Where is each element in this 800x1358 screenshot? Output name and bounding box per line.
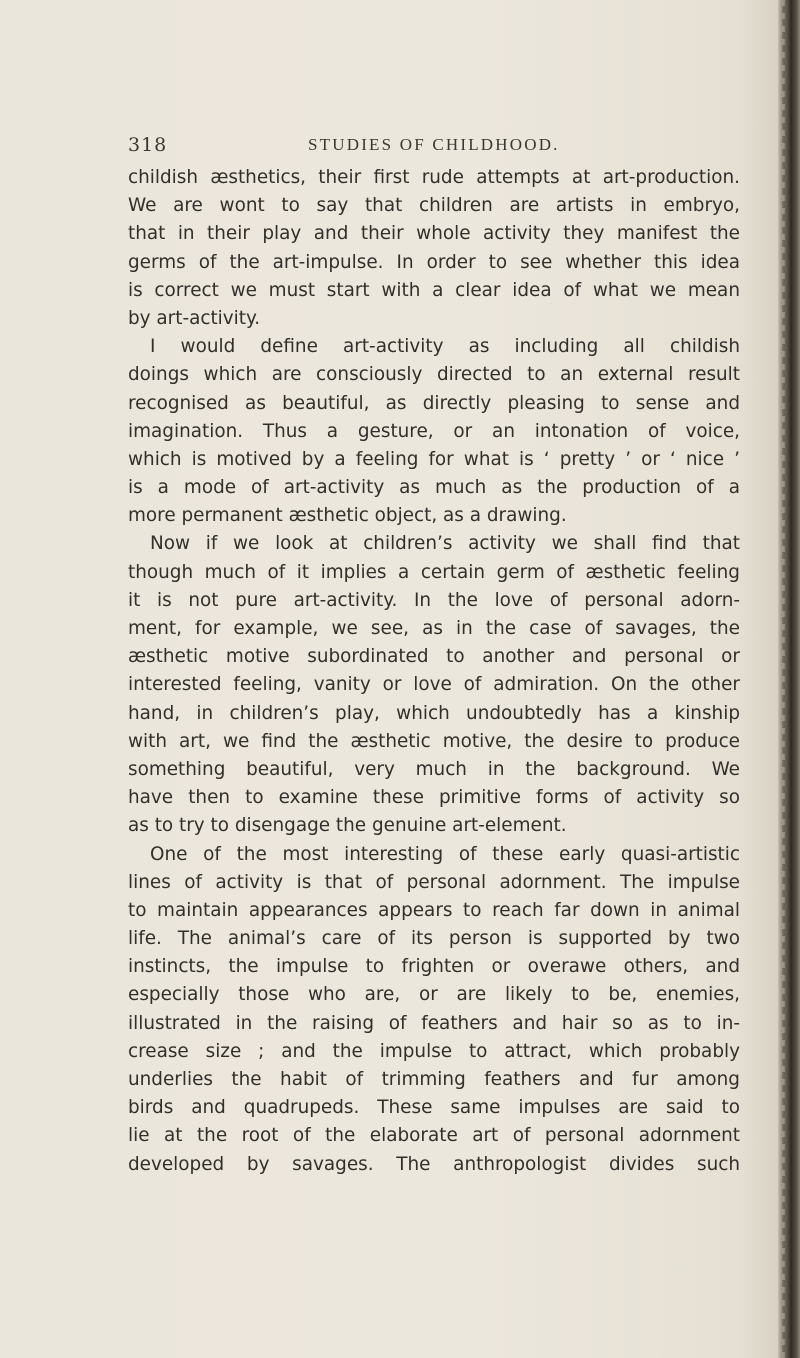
text-line: which is motived by a feeling for what is ‘ pretty ’ or ‘ nice ’ — [128, 448, 740, 470]
text-line: lines of activity is that of personal adornment. The impulse — [128, 871, 740, 893]
text-line: more permanent æsthetic object, as a drawing. — [128, 505, 567, 527]
text-line: though much of it implies a certain germ of æsthetic feeling — [128, 561, 740, 583]
text-line: is correct we must start with a clear idea of what we mean — [128, 279, 740, 301]
text-line: imagination. Thus a gesture, or an intonation of voice, — [128, 420, 740, 442]
text-line: crease size ; and the impulse to attract, which probably — [128, 1040, 740, 1062]
text-line: hand, in children’s play, which undoubtedly has a kinship — [128, 702, 740, 724]
text-line: I would define art-activity as including all childish — [150, 336, 740, 358]
text-line: have then to examine these primitive forms of activity so — [128, 787, 740, 809]
text-line: We are wont to say that children are artists in embryo, — [128, 195, 740, 217]
text-line: as to try to disengage the genuine art-element. — [128, 815, 567, 837]
text-line: especially those who are, or are likely to be, enemies, — [128, 984, 740, 1006]
text-line: recognised as beautiful, as directly pleasing to sense and — [128, 392, 740, 414]
text-line: life. The animal’s care of its person is supported by two — [128, 928, 740, 950]
page-header — [128, 134, 738, 164]
text-line: doings which are consciously directed to an external result — [128, 364, 740, 386]
text-line: developed by savages. The anthropologist divides such — [128, 1153, 740, 1175]
text-line: that in their play and their whole activity they manifest the — [128, 223, 740, 245]
text-line: childish æsthetics, their first rude attempts at art-production. — [128, 167, 740, 188]
text-line: Now if we look at children’s activity we shall find that — [150, 533, 740, 555]
text-line: ment, for example, we see, as in the case of savages, the — [128, 618, 740, 639]
text-line: instincts, the impulse to frighten or overawe others, and — [128, 956, 740, 978]
text-line: underlies the habit of trimming feathers and fur among — [128, 1069, 740, 1090]
text-line: something beautiful, very much in the background. We — [128, 758, 740, 780]
text-line: to maintain appearances appears to reach far down in animal — [128, 899, 740, 921]
text-line: it is not pure art-activity. In the love of personal adorn- — [128, 589, 740, 611]
page-number: 318 — [128, 134, 168, 156]
text-line: lie at the root of the elaborate art of personal adornment — [128, 1125, 740, 1147]
running-head: STUDIES OF CHILDHOOD. — [308, 135, 560, 154]
text-line: One of the most interesting of these early quasi-artistic — [150, 843, 740, 865]
text-line: æsthetic motive subordinated to another and personal or — [128, 646, 740, 668]
text-line: with art, we find the æsthetic motive, the desire to produce — [128, 730, 740, 752]
text-line: by art-activity. — [128, 307, 261, 329]
text-line: is a mode of art-activity as much as the production of a — [128, 477, 740, 499]
body-text — [128, 164, 740, 1179]
text-line: illustrated in the raising of feathers and hair so as to in- — [128, 1012, 740, 1034]
text-line: birds and quadrupeds. These same impulses are said to — [128, 1097, 740, 1119]
text-line: germs of the art-impulse. In order to see whether this idea — [128, 251, 740, 273]
text-line: interested feeling, vanity or love of admiration. On the other — [128, 674, 740, 696]
book-spine-edge — [778, 0, 800, 1358]
